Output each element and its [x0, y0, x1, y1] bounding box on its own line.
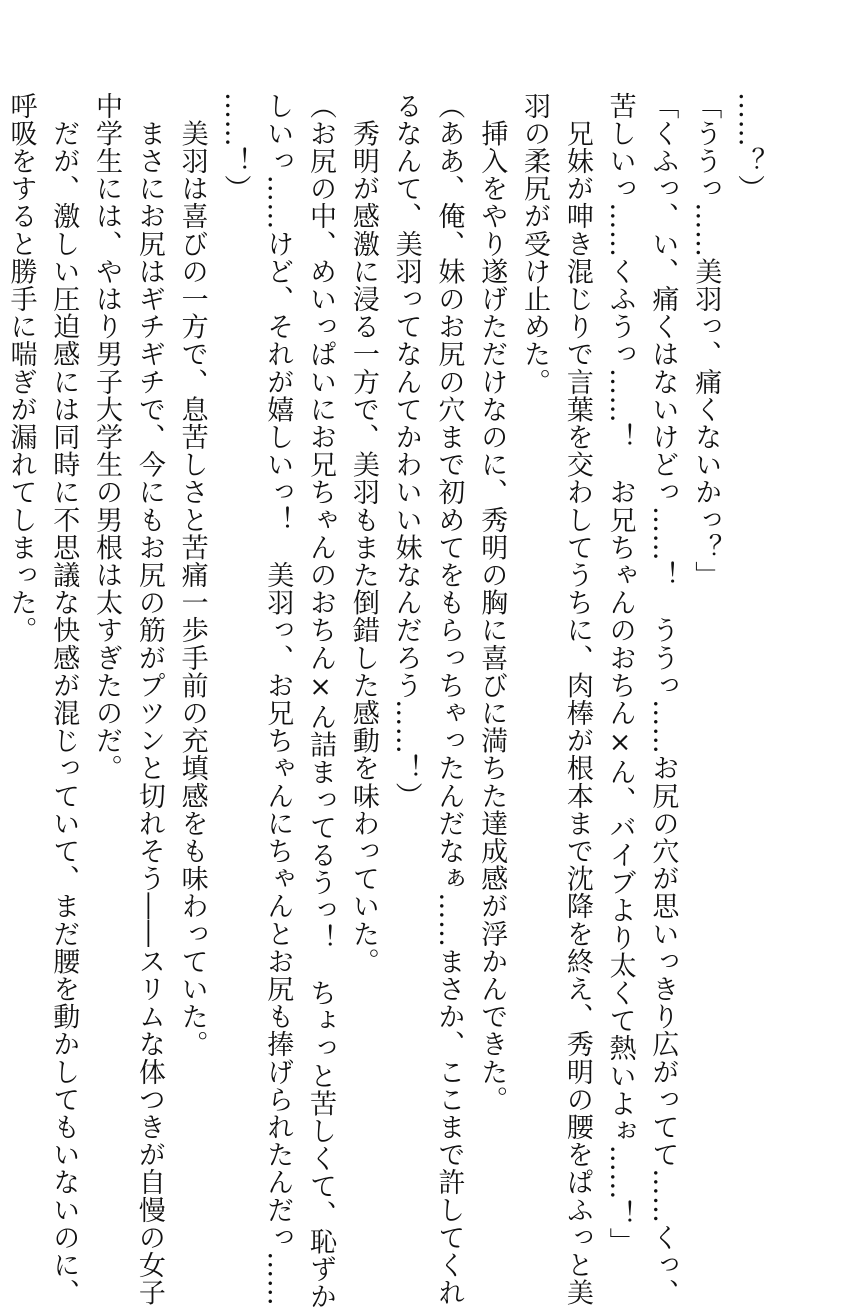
text-line: るなんて、美羽ってなんてかわいい妹なんだろう……！）	[390, 92, 422, 810]
text-line: 美羽は喜びの一方で、息苦しさと苦痛一歩手前の充填感をも味わっていた。	[176, 92, 208, 1058]
text-line: しいっ……けど、それが嬉しいっ！ 美羽っ、お兄ちゃんにちゃんとお尻も捧げられたんだっ……	[262, 92, 294, 1307]
text-line: だが、激しい圧迫感には同時に不思議な快感が混じっていて、まだ腰を動かしてもいないのに、	[48, 92, 80, 1307]
text-line: 秀明が感激に浸る一方で、美羽もまた倒錯した感動を味わっていた。	[347, 92, 379, 976]
vertical-text-body	[0, 92, 769, 1310]
text-line: （ああ、俺、妹のお尻の穴まで初めてをもらっちゃったんだなぁ……まさか、ここまで許してくれ	[433, 92, 465, 1307]
text-line: 羽の柔尻が受け止めた。	[519, 92, 551, 396]
text-line: 挿入をやり遂げただけなのに、秀明の胸に喜びに満ちた達成感が浮かんできた。	[476, 92, 508, 1114]
text-line: まさにお尻はギチギチで、今にもお尻の筋がプツンと切れそう――スリムな体つきが自慢の女子	[133, 92, 165, 1307]
text-line: 「くふっ、い、痛くはないけどっ……！ ううっ……お尻の穴が思いっきり広がってて……くっ、	[647, 92, 679, 1307]
text-line: 中学生には、やはり男子大学生の男根は太すぎたのだ。	[91, 92, 123, 782]
text-line: 「ううっ……美羽っ、痛くないかっ？」	[690, 92, 722, 589]
text-line: 呼吸をすると勝手に喘ぎが漏れてしまった。	[5, 92, 37, 644]
text-line: 兄妹が呻き混じりで言葉を交わしてうちに、肉棒が根本まで沈降を終え、秀明の腰をぱふっと美	[561, 92, 593, 1307]
text-line: 苦しいっ……くふうっ……！ お兄ちゃんのおちん×ん、バイブより太くて熱いよぉ……！」	[604, 92, 636, 1256]
text-line: （お尻の中、めいっぱいにお兄ちゃんのおちん×ん詰まってるうっ！ ちょっと苦しくて、恥ずか	[305, 92, 337, 1310]
text-line: ……？）	[733, 92, 764, 203]
text-line: ……！）	[219, 92, 251, 203]
